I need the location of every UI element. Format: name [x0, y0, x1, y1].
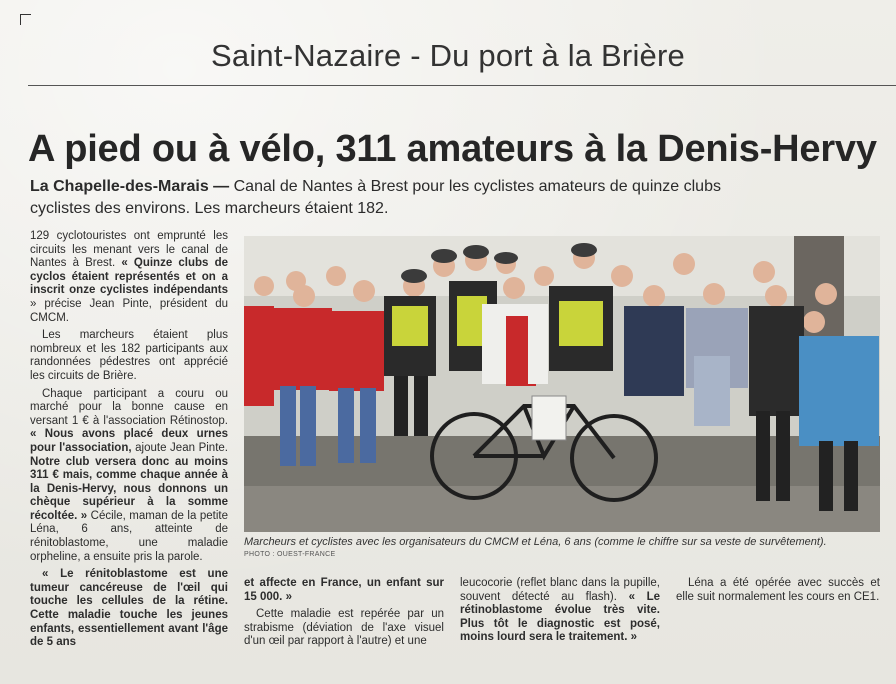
photo-caption: Marcheurs et cyclistes avec les organisateurs du CMCM et Léna, 6 ans (comme le chiffre sur sa veste de survêtement). — [244, 536, 827, 548]
paragraph — [30, 388, 228, 565]
paragraph: Léna a été opérée avec succès et elle suit normalement les cours en CE1. — [676, 577, 880, 603]
crop-mark — [20, 14, 31, 25]
column-4 — [676, 577, 880, 608]
group-photo-illustration — [244, 236, 880, 532]
article-headline: A pied ou à vélo, 311 amateurs à la Denis-Hervy — [28, 128, 877, 170]
section-title: Saint-Nazaire - Du port à la Brière — [211, 38, 685, 73]
text: 129 cyclotouristes ont emprunté les circuits les menant vers le canal de Nantes à Brest. — [30, 230, 228, 270]
column-2 — [244, 577, 444, 653]
section-rule — [28, 85, 896, 86]
paragraph — [30, 568, 228, 650]
paragraph: Cette maladie est repérée par un strabisme (déviation de l'axe visuel d'un œil par rapport à l'autre) et une — [244, 608, 444, 648]
quote: « Nous avons placé deux urnes pour l'association, — [30, 428, 228, 454]
column-1 — [30, 230, 228, 654]
paragraph — [30, 230, 228, 325]
text: leucocorie (reflet blanc dans la pupille, souvent détecté au flash). — [460, 577, 660, 603]
dateline: La Chapelle-des-Marais — — [30, 178, 230, 195]
text: ajoute Jean Pinte. — [131, 441, 228, 454]
quote: et affecte en France, un enfant sur 15 000. » — [244, 577, 444, 603]
quote: « Le rétinoblastome évolue très vite. Plus tôt le diagnostic est posé, moins lourd sera le traitement. » — [460, 590, 661, 644]
text: Cécile, maman de la petite Léna, 6 ans, atteinte de rénitoblastome, une maladie orpheline, a ensuite pris la parole. — [30, 509, 228, 563]
text: Chaque participant a couru ou marché pour la bonne cause en versant 1 € à l'association Rétinostop. — [30, 387, 228, 427]
standfirst-text: Canal de Nantes à Brest pour les cyclistes amateurs de quinze clubs cyclistes des environs. Les marcheurs étaient 182. — [30, 178, 721, 217]
text: » précise Jean Pinte, président du CMCM. — [30, 297, 228, 324]
paragraph — [460, 577, 660, 645]
quote: Notre club versera donc au moins 311 € mais, comme chaque année à la Denis-Hervy, nous donnons un chèque supérieur à la somme récoltée. » — [30, 455, 228, 522]
column-3 — [460, 577, 660, 649]
quote: « Le rénitoblastome est une tumeur cancéreuse de l'œil qui touche les cellules de la rétine. Cette maladie touche les jeunes enfants, essentiellement avant l'âge de 5 ans — [30, 568, 228, 649]
paragraph — [244, 577, 444, 604]
quote: « Quinze clubs de cyclos étaient représentés et on a inscrit onze cyclistes indépendants — [30, 257, 228, 297]
photo-credit: PHOTO : OUEST-FRANCE — [244, 551, 336, 558]
paragraph: Les marcheurs étaient plus nombreux et les 182 participants aux randonnées pédestres ont apprécié les circuits de Brière. — [30, 329, 228, 382]
article-standfirst — [30, 176, 770, 220]
article-photo — [244, 236, 880, 532]
